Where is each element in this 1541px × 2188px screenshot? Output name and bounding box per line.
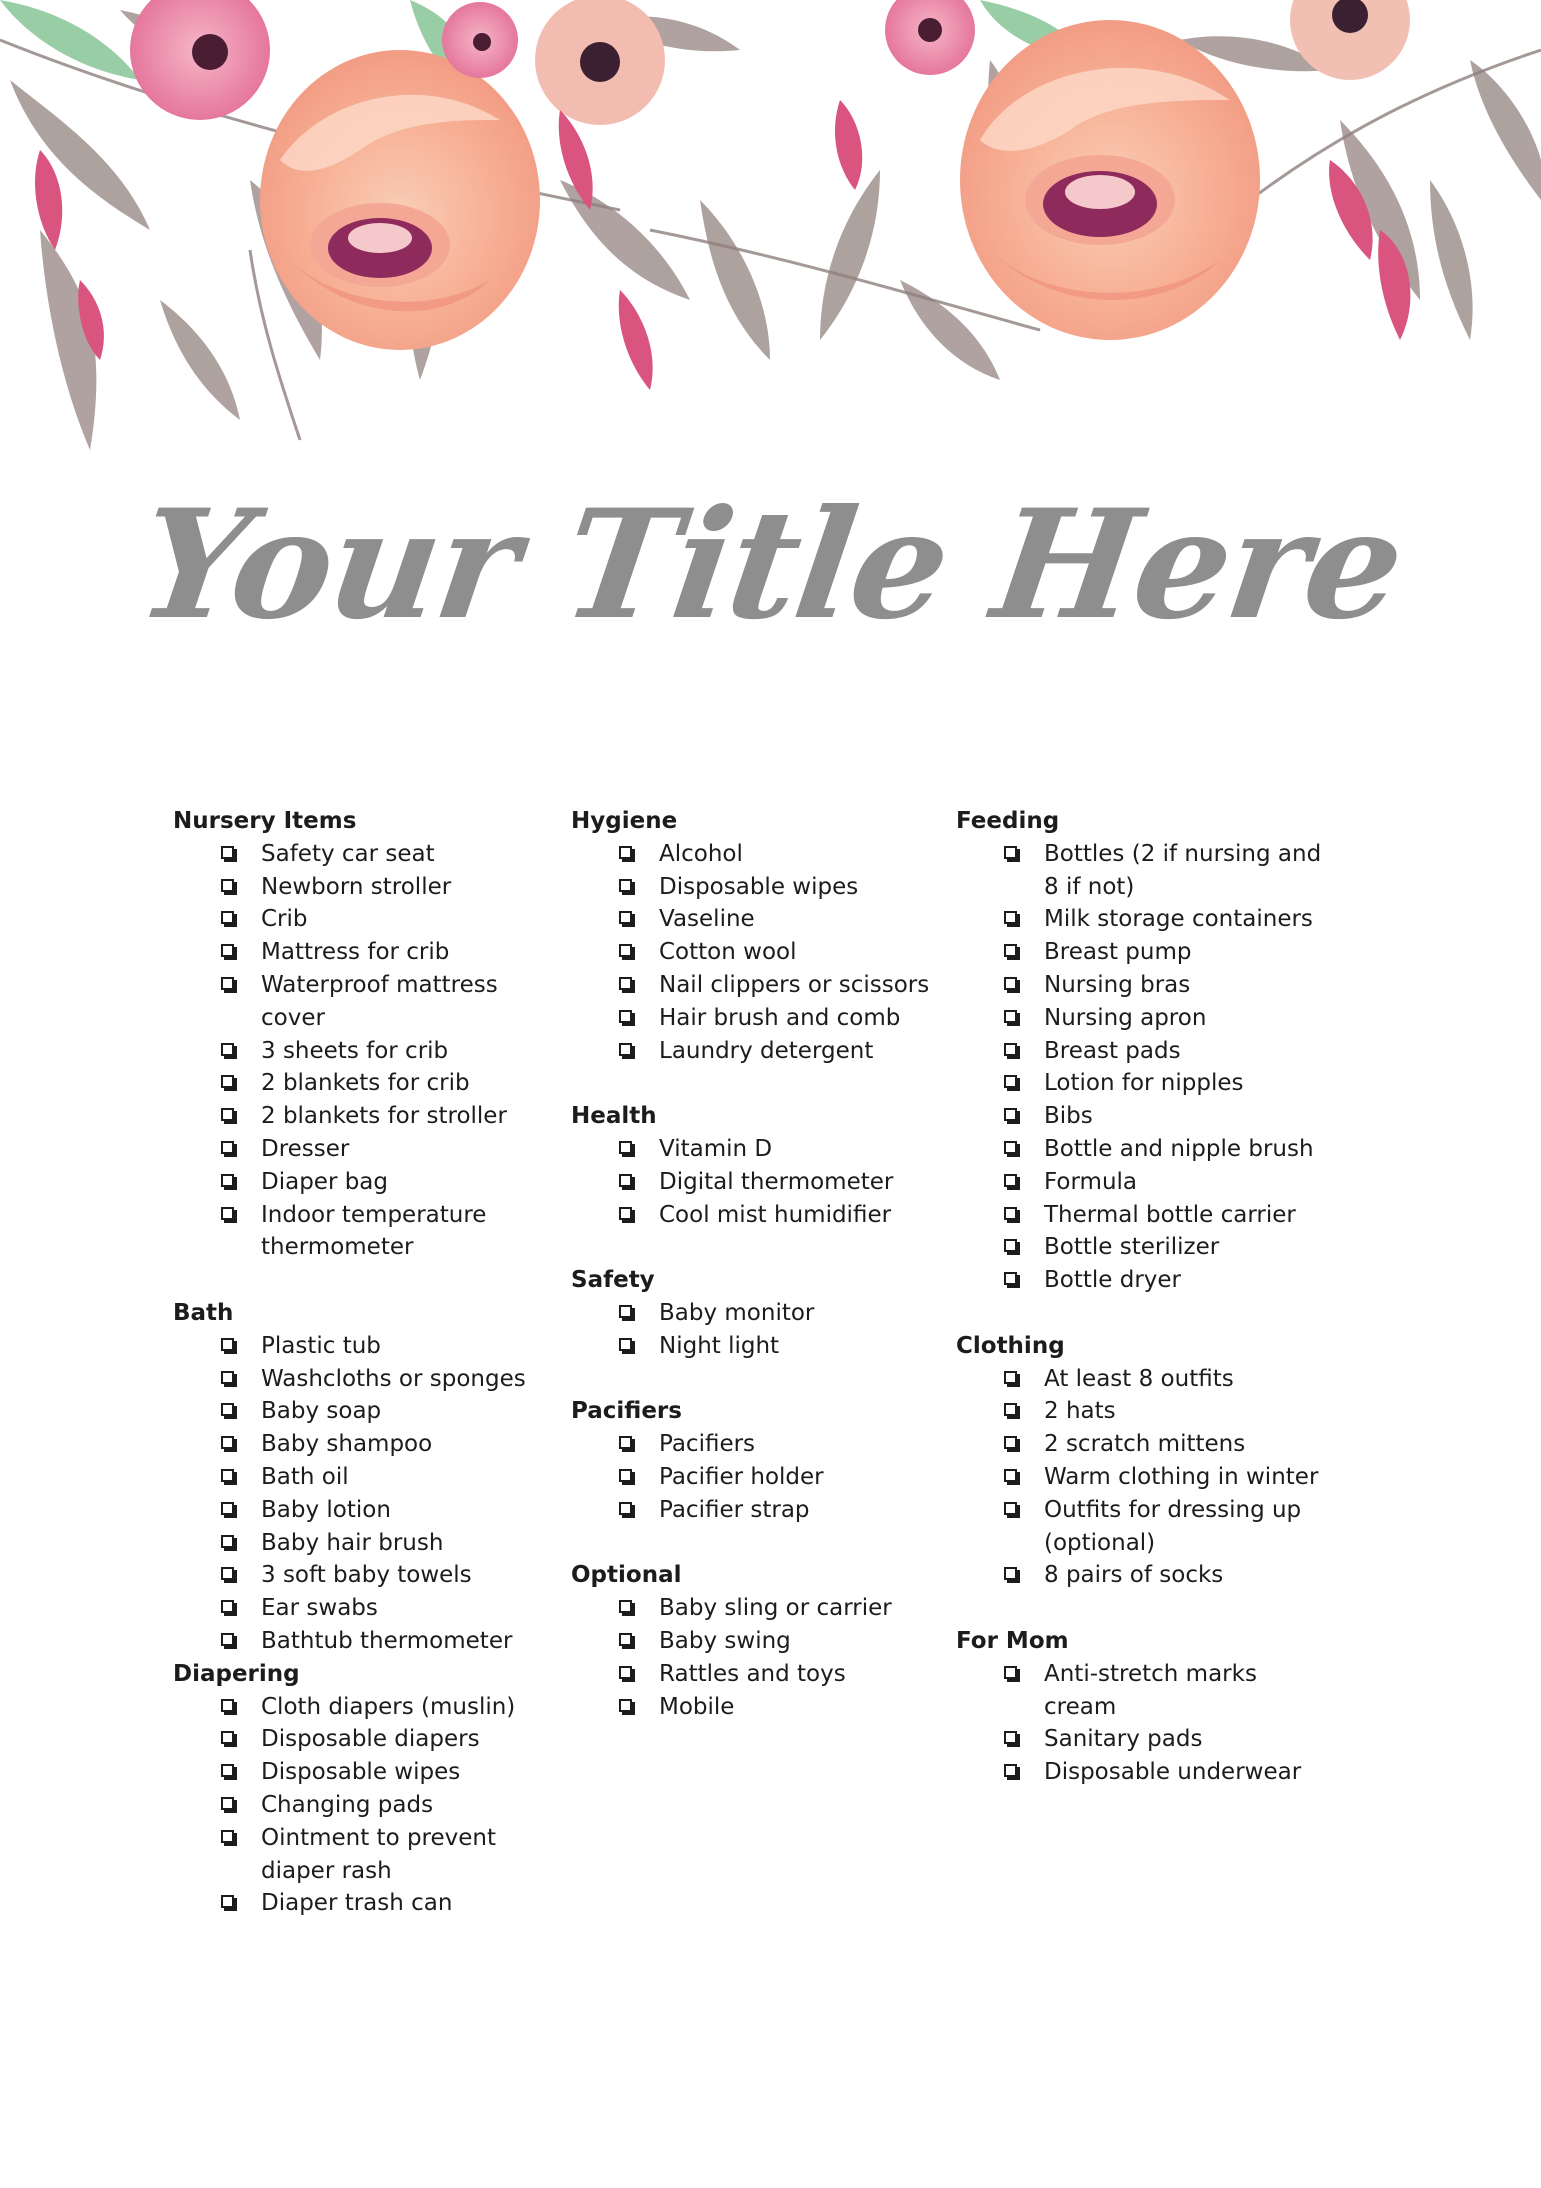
checkbox[interactable] xyxy=(1004,1502,1020,1518)
checkbox[interactable] xyxy=(221,1403,237,1419)
peony-right xyxy=(960,20,1260,340)
checklist-item: Lotion for nipples xyxy=(956,1067,1336,1100)
checkbox[interactable] xyxy=(1004,1567,1020,1583)
checklist-item: Dresser xyxy=(173,1133,553,1166)
checklist-item: Disposable diapers xyxy=(173,1723,553,1756)
checklist-column-2 xyxy=(571,805,946,1723)
checklist-item: Safety car seat xyxy=(173,838,553,871)
checklist-item: Disposable underwear xyxy=(956,1756,1336,1789)
checklist-item: Baby soap xyxy=(173,1395,553,1428)
checkbox[interactable] xyxy=(619,1010,635,1026)
section-heading: Optional xyxy=(571,1562,682,1589)
checklist-item: Baby shampoo xyxy=(173,1428,553,1461)
checkbox[interactable] xyxy=(1004,1043,1020,1059)
checkbox[interactable] xyxy=(619,1338,635,1354)
section-heading: Bath xyxy=(173,1299,234,1326)
checklist-item: Bathtub thermometer xyxy=(173,1625,553,1658)
checklist-item: Nursing apron xyxy=(956,1002,1336,1035)
checklist-item: Baby sling or carrier xyxy=(571,1592,946,1625)
checkbox[interactable] xyxy=(221,1075,237,1091)
checkbox[interactable] xyxy=(619,944,635,960)
checkbox[interactable] xyxy=(619,1502,635,1518)
checklist-item: Mobile xyxy=(571,1691,946,1724)
checkbox[interactable] xyxy=(221,1699,237,1715)
checklist-item: Nursing bras xyxy=(956,969,1336,1002)
checklist-item: Ointment to prevent diaper rash xyxy=(173,1822,553,1888)
checklist-item: 3 sheets for crib xyxy=(173,1035,553,1068)
section-heading: Nursery Items xyxy=(173,808,357,834)
checkbox[interactable] xyxy=(221,1371,237,1387)
section-heading: For Mom xyxy=(956,1627,1069,1654)
checkbox[interactable] xyxy=(221,1108,237,1124)
section-heading: Feeding xyxy=(956,808,1060,834)
section-heading: Health xyxy=(571,1103,657,1130)
checkbox[interactable] xyxy=(221,1567,237,1583)
checkbox[interactable] xyxy=(619,879,635,895)
checkbox[interactable] xyxy=(221,1764,237,1780)
checklist-item: 2 hats xyxy=(956,1395,1336,1428)
checklist-item: Plastic tub xyxy=(173,1330,553,1363)
checkbox[interactable] xyxy=(1004,1239,1020,1255)
checklist-item: Rattles and toys xyxy=(571,1658,946,1691)
checklist-item: Bottle dryer xyxy=(956,1264,1336,1297)
checkbox[interactable] xyxy=(221,1436,237,1452)
checklist-item: Laundry detergent xyxy=(571,1035,946,1068)
checklist-item: Hair brush and comb xyxy=(571,1002,946,1035)
checklist-item: Bibs xyxy=(956,1100,1336,1133)
checklist-item: Vitamin D xyxy=(571,1133,946,1166)
section-heading: Clothing xyxy=(956,1332,1065,1359)
checkbox[interactable] xyxy=(221,846,237,862)
checklist-column-3 xyxy=(956,805,1336,1789)
checkbox[interactable] xyxy=(221,1043,237,1059)
checklist-item: Disposable wipes xyxy=(571,871,946,904)
checkbox[interactable] xyxy=(619,1043,635,1059)
checkbox[interactable] xyxy=(1004,1403,1020,1419)
checklist-item: 2 blankets for stroller xyxy=(173,1100,553,1133)
checklist-item: Waterproof mattress cover xyxy=(173,969,553,1035)
checklist-item: Cotton wool xyxy=(571,936,946,969)
checkbox[interactable] xyxy=(1004,1141,1020,1157)
checkbox[interactable] xyxy=(1004,911,1020,927)
checklist-item: Nail clippers or scissors xyxy=(571,969,946,1002)
checklist-item: Ear swabs xyxy=(173,1592,553,1625)
checkbox[interactable] xyxy=(619,1207,635,1223)
checkbox[interactable] xyxy=(1004,1436,1020,1452)
checklist-item: Bath oil xyxy=(173,1461,553,1494)
checkbox[interactable] xyxy=(619,846,635,862)
checkbox[interactable] xyxy=(1004,1666,1020,1682)
checkbox[interactable] xyxy=(619,1666,635,1682)
checklist-item: Thermal bottle carrier xyxy=(956,1199,1336,1232)
checklist-item: Milk storage containers xyxy=(956,903,1336,936)
peony-left xyxy=(260,50,540,350)
section-hygiene xyxy=(571,805,946,1067)
section-safety xyxy=(571,1264,946,1362)
section-feeding xyxy=(956,805,1336,1297)
checklist-item: Breast pads xyxy=(956,1035,1336,1068)
checkbox[interactable] xyxy=(221,1600,237,1616)
checkbox[interactable] xyxy=(1004,1764,1020,1780)
section-diapering xyxy=(173,1658,553,1920)
blossom-top-left xyxy=(130,0,270,120)
checkbox[interactable] xyxy=(221,1338,237,1354)
checkbox[interactable] xyxy=(1004,977,1020,993)
checklist-item: Formula xyxy=(956,1166,1336,1199)
checklist-item: Pacifier strap xyxy=(571,1494,946,1527)
section-heading: Hygiene xyxy=(571,808,678,834)
checkbox[interactable] xyxy=(1004,1075,1020,1091)
checklist-item: Bottles (2 if nursing and 8 if not) xyxy=(956,838,1336,904)
checkbox[interactable] xyxy=(1004,944,1020,960)
checkbox[interactable] xyxy=(221,944,237,960)
checklist-item: Changing pads xyxy=(173,1789,553,1822)
section-nursery-items xyxy=(173,805,553,1264)
checklist-item: 8 pairs of socks xyxy=(956,1559,1336,1592)
checklist-item: Baby hair brush xyxy=(173,1527,553,1560)
checkbox[interactable] xyxy=(1004,1272,1020,1288)
checklist-item: Baby monitor xyxy=(571,1297,946,1330)
checklist-item: Pacifier holder xyxy=(571,1461,946,1494)
section-for-mom xyxy=(956,1625,1336,1789)
checklist-item: Cloth diapers (muslin) xyxy=(173,1691,553,1724)
checkbox[interactable] xyxy=(221,1731,237,1747)
checkbox[interactable] xyxy=(221,977,237,993)
section-optional xyxy=(571,1559,946,1723)
checklist-item: 3 soft baby towels xyxy=(173,1559,553,1592)
checkbox[interactable] xyxy=(221,1633,237,1649)
checkbox[interactable] xyxy=(221,1174,237,1190)
checklist-item: Sanitary pads xyxy=(956,1723,1336,1756)
checklist-item: Alcohol xyxy=(571,838,946,871)
checklist-item: At least 8 outfits xyxy=(956,1363,1336,1396)
checkbox[interactable] xyxy=(221,1207,237,1223)
checkbox[interactable] xyxy=(619,1633,635,1649)
checkbox[interactable] xyxy=(1004,1010,1020,1026)
checkbox[interactable] xyxy=(619,977,635,993)
checklist-item: Washcloths or sponges xyxy=(173,1363,553,1396)
checkbox[interactable] xyxy=(221,1502,237,1518)
checklist-item: Outfits for dressing up (optional) xyxy=(956,1494,1336,1560)
checklist-item: 2 scratch mittens xyxy=(956,1428,1336,1461)
checklist-column-1 xyxy=(173,805,553,1920)
checklist-item: Digital thermometer xyxy=(571,1166,946,1199)
checklist-item: 2 blankets for crib xyxy=(173,1067,553,1100)
checklist-item: Breast pump xyxy=(956,936,1336,969)
checkbox[interactable] xyxy=(619,1469,635,1485)
checkbox[interactable] xyxy=(221,1797,237,1813)
checklist-item: Diaper trash can xyxy=(173,1887,553,1920)
checkbox[interactable] xyxy=(619,911,635,927)
checklist-item: Cool mist humidifier xyxy=(571,1199,946,1232)
checklist-item: Pacifiers xyxy=(571,1428,946,1461)
checkbox[interactable] xyxy=(1004,1731,1020,1747)
section-pacifiers xyxy=(571,1395,946,1526)
checkbox[interactable] xyxy=(221,1535,237,1551)
checklist-item: Vaseline xyxy=(571,903,946,936)
checkbox[interactable] xyxy=(221,911,237,927)
checkbox[interactable] xyxy=(1004,1469,1020,1485)
checkbox[interactable] xyxy=(221,879,237,895)
checkbox[interactable] xyxy=(619,1436,635,1452)
checkbox[interactable] xyxy=(619,1305,635,1321)
checklist-item: Indoor temperature thermometer xyxy=(173,1199,553,1265)
checklist-item: Bottle and nipple brush xyxy=(956,1133,1336,1166)
checklist-item: Disposable wipes xyxy=(173,1756,553,1789)
section-heading: Pacifiers xyxy=(571,1398,682,1425)
checkbox[interactable] xyxy=(221,1895,237,1911)
checklist-item: Crib xyxy=(173,903,553,936)
checklist-item: Baby lotion xyxy=(173,1494,553,1527)
checklist-item: Anti-stretch marks cream xyxy=(956,1658,1336,1724)
checkbox[interactable] xyxy=(1004,846,1020,862)
checklist-item: Newborn stroller xyxy=(173,871,553,904)
checklist-item: Night light xyxy=(571,1330,946,1363)
checkbox[interactable] xyxy=(619,1141,635,1157)
checkbox[interactable] xyxy=(1004,1207,1020,1223)
section-bath xyxy=(173,1297,553,1658)
checklist-item: Warm clothing in winter xyxy=(956,1461,1336,1494)
checklist-item: Mattress for crib xyxy=(173,936,553,969)
checkbox[interactable] xyxy=(1004,1108,1020,1124)
page-title: Your Title Here xyxy=(128,477,1413,653)
checklist-item: Bottle sterilizer xyxy=(956,1231,1336,1264)
section-heading: Safety xyxy=(571,1267,655,1294)
checkbox[interactable] xyxy=(221,1141,237,1157)
checkbox[interactable] xyxy=(1004,1174,1020,1190)
checkbox[interactable] xyxy=(619,1600,635,1616)
checklist-item: Baby swing xyxy=(571,1625,946,1658)
checklist-item: Diaper bag xyxy=(173,1166,553,1199)
section-heading: Diapering xyxy=(173,1660,300,1687)
checkbox[interactable] xyxy=(221,1469,237,1485)
floral-banner-illustration xyxy=(0,0,1541,470)
checkbox[interactable] xyxy=(1004,1371,1020,1387)
checkbox[interactable] xyxy=(221,1830,237,1846)
section-clothing xyxy=(956,1330,1336,1592)
section-health xyxy=(571,1100,946,1231)
checkbox[interactable] xyxy=(619,1174,635,1190)
checkbox[interactable] xyxy=(619,1699,635,1715)
